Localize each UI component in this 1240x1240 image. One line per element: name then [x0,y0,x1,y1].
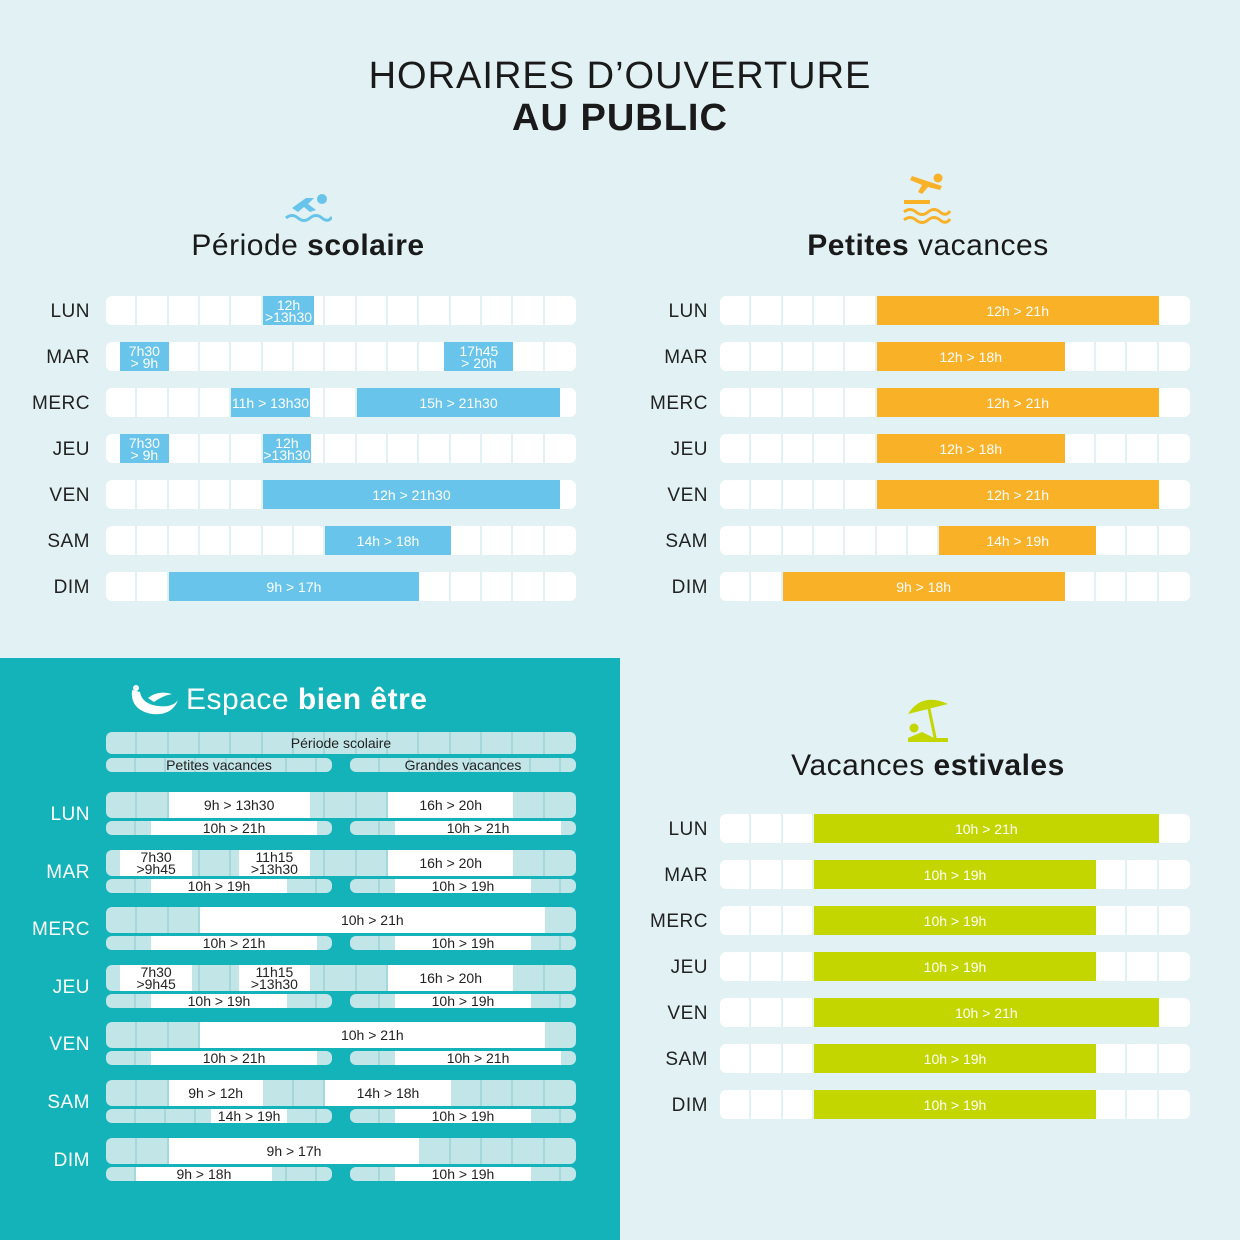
time-slot-bar: 11h > 13h30 [231,388,309,417]
time-slot-bar: 10h > 19h [151,994,287,1008]
schedule-track [106,342,576,371]
time-slot-bar: 7h30 > 9h [120,342,169,371]
time-slot-bar: 9h > 17h [169,572,420,601]
petites-track [106,1051,332,1065]
grandes-track [350,936,576,950]
schedule-track [720,572,1190,601]
time-slot-bar: 10h > 19h [395,1109,531,1123]
scolaire-title: Période scolaire [191,229,425,262]
legend-petites: Petites vacances [166,757,272,773]
day-label: MAR [46,861,90,883]
time-slot-bar: 10h > 19h [814,952,1096,981]
time-slot-bar: 10h > 21h [395,1051,561,1065]
time-slot-bar: 12h > 21h [877,480,1159,509]
swimmer-icon [284,190,332,224]
schedule-track [720,814,1190,843]
petites-track [106,1109,332,1123]
petites-track [106,994,332,1008]
grandes-track [350,1167,576,1181]
schedule-track [106,388,576,417]
day-label: LUN [50,804,90,825]
schedule-track [720,388,1190,417]
scolaire-track [106,850,576,876]
scolaire-track [106,1022,576,1048]
schedule-track [720,526,1190,555]
grandes-track [350,879,576,893]
time-slot-bar: 12h > 18h [877,434,1065,463]
time-slot-bar: 10h > 19h [395,1167,531,1181]
time-slot-bar: 10h > 19h [395,994,531,1008]
scolaire-track [106,792,576,818]
time-slot-bar: 9h > 18h [136,1167,272,1181]
day-label: JEU [670,439,708,460]
petites-track [106,821,332,835]
time-slot-bar: 14h > 19h [939,526,1096,555]
time-slot-bar: 12h >13h30 [263,434,311,463]
schedule-track [720,998,1190,1027]
day-label: VEN [667,485,708,506]
time-slot-bar: 12h > 21h [877,296,1159,325]
time-slot-bar: 7h30 > 9h [120,434,169,463]
day-label: DIM [671,577,708,598]
schedule-track [106,526,576,555]
day-label: JEU [52,976,90,998]
schedule-track [106,572,576,601]
time-slot-bar: 9h > 12h [169,1080,263,1106]
schedule-track [720,1044,1190,1073]
schedule-track [720,296,1190,325]
time-slot-bar: 10h > 19h [814,1044,1096,1073]
time-slot-bar: 12h > 21h [877,388,1159,417]
day-label: JEU [52,439,90,460]
schedule-track [720,860,1190,889]
grandes-track [350,1109,576,1123]
estivales-title: Vacances estivales [791,749,1065,782]
time-slot-bar: 10h > 21h [200,1022,545,1048]
schedule-track [720,342,1190,371]
grid-cell [106,296,545,325]
day-label: LUN [668,301,708,322]
grandes-track [350,994,576,1008]
scolaire-track [106,1138,576,1164]
time-slot-bar: 10h > 19h [151,879,287,893]
day-label: SAM [47,531,90,552]
schedule-track [720,952,1190,981]
schedule-track [720,1090,1190,1119]
time-slot-bar: 10h > 21h [200,907,545,933]
schedule-track [106,480,576,509]
legend-grandes: Grandes vacances [404,757,522,773]
time-slot-bar: 14h > 18h [325,1080,450,1106]
time-slot-bar: 7h30 >9h45 [120,965,192,991]
day-label: JEU [670,957,708,978]
time-slot-bar: 9h > 18h [783,572,1065,601]
petites-title: Petites vacances [807,229,1049,262]
day-label: SAM [47,1092,90,1113]
bienetre-title: Espace bien être [186,683,428,716]
time-slot-bar: 10h > 21h [151,936,317,950]
legend-scolaire: Période scolaire [290,735,392,751]
day-label: MERC [650,393,708,414]
time-slot-bar: 12h >13h30 [263,296,315,325]
time-slot-bar: 10h > 19h [395,936,531,950]
day-label: MAR [46,347,90,368]
diver-icon [902,172,952,226]
page-subtitle: AU PUBLIC [512,97,728,139]
time-slot-bar: 11h15 >13h30 [239,965,310,991]
schedule-track [106,434,576,463]
grandes-track [350,1051,576,1065]
day-label: MAR [664,347,708,368]
time-slot-bar: 12h > 18h [877,342,1065,371]
grandes-track [350,821,576,835]
time-slot-bar: 10h > 21h [151,1051,317,1065]
time-slot-bar: 10h > 21h [395,821,561,835]
day-label: SAM [665,1049,708,1070]
day-label: SAM [665,531,708,552]
time-slot-bar: 7h30 >9h45 [120,850,192,876]
day-label: DIM [53,577,90,598]
beach-umbrella-icon [902,694,954,748]
day-label: VEN [667,1003,708,1024]
day-label: MERC [32,393,90,414]
time-slot-bar: 16h > 20h [388,792,513,818]
grid-cell [106,434,545,463]
schedule-track [106,296,576,325]
day-label: MERC [32,919,90,941]
day-label: DIM [53,1149,90,1171]
time-slot-bar: 9h > 17h [169,1138,420,1164]
petites-track [106,1167,332,1181]
scolaire-track [106,907,576,933]
time-slot-bar: 15h > 21h30 [357,388,561,417]
time-slot-bar: 10h > 19h [814,860,1096,889]
schedule-track [720,434,1190,463]
time-slot-bar: 10h > 19h [814,1090,1096,1119]
petites-track [106,936,332,950]
day-label: LUN [50,301,90,322]
time-slot-bar: 10h > 19h [395,879,531,893]
time-slot-bar: 16h > 20h [388,965,513,991]
petites-track [106,879,332,893]
time-slot-bar: 10h > 21h [814,998,1159,1027]
time-slot-bar: 12h > 21h30 [263,480,561,509]
page-title: HORAIRES D’OUVERTURE [368,55,872,97]
day-label: LUN [668,819,708,840]
time-slot-bar: 14h > 18h [325,526,450,555]
wellness-wave-icon [128,684,180,718]
day-label: VEN [49,1034,90,1056]
time-slot-bar: 16h > 20h [388,850,513,876]
schedule-track [720,480,1190,509]
time-slot-bar: 10h > 21h [814,814,1159,843]
day-label: MERC [650,911,708,932]
day-label: VEN [49,485,90,506]
time-slot-bar: 14h > 19h [211,1109,286,1123]
time-slot-bar: 10h > 21h [151,821,317,835]
time-slot-bar: 11h15 >13h30 [239,850,310,876]
time-slot-bar: 9h > 13h30 [169,792,310,818]
time-slot-bar: 10h > 19h [814,906,1096,935]
scolaire-track [106,965,576,991]
scolaire-track [106,1080,576,1106]
day-label: DIM [671,1095,708,1116]
time-slot-bar: 17h45 > 20h [444,342,513,371]
day-label: MAR [664,865,708,886]
schedule-track [720,906,1190,935]
